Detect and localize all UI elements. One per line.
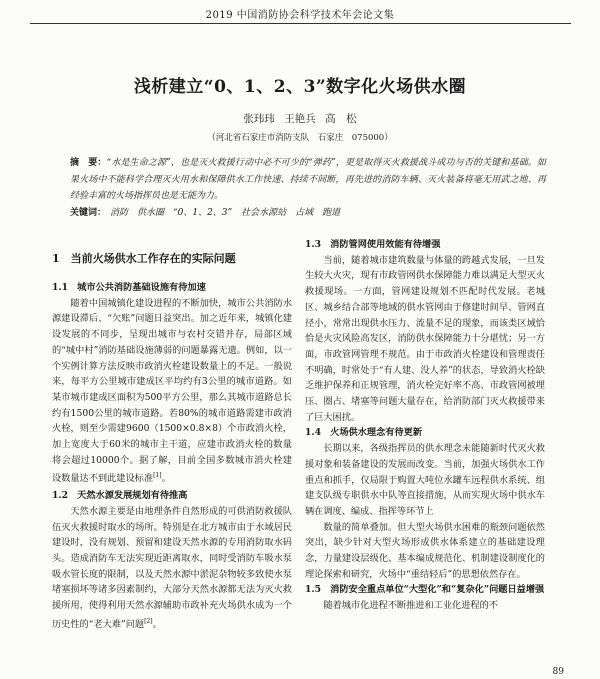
section-1-title: 1 当前火场供水工作存在的实际问题 bbox=[52, 252, 236, 265]
subsection-1-4-body-2: 数量的简单叠加。但大型火场供水困难的瓶颈问题依然突出，缺少针对大型火场形成供水体系建立的基础建设理念，力量建设层级化、基本编成规范化、机制建设制度化的理论探索和研究，火场中“重结轻后”的思想依然存在。 bbox=[305, 521, 545, 580]
s12-text: 天然水源主要是由地理条件自然形成的可供消防救援队伍灭火救援时取水的场所。特别是在北方城市由于水域居民建设时，没有规划、预留和建设天然水源的专用消防取水码头。造成消防车无法实现近距离取水，同时受消防车吸水泵吸水管长度的限制，以及天然水源中淤泥杂物较多致使水泵堵塞损坏等诸多因素制约，大部分天然水源都无法为灭火救援所用，使得利用天然水源辅助市政补充火场供水成为一个历史性的“老大难”问题 bbox=[52, 505, 292, 630]
author: 张玮玮 bbox=[243, 113, 275, 125]
subsection-1-4-title: 1.4 火场供水理念有待更新 bbox=[305, 427, 423, 439]
author: 高 松 bbox=[325, 113, 357, 125]
subsection-1-5-title: 1.5 消防安全重点单位“大型化”和“复杂化”问题日益增强 bbox=[305, 584, 545, 596]
author: 王艳兵 bbox=[284, 113, 316, 125]
subsection-1-5-body: 随着城市化进程不断推进和工业化进程的不 bbox=[323, 600, 498, 612]
right-column bbox=[305, 237, 545, 614]
keywords-label: 关键词： bbox=[70, 208, 107, 218]
subsection-1-2-body bbox=[52, 504, 292, 633]
subsection-1-3-body: 当前，随着城市建筑数量与体量的跨越式发展，一旦发生较大火灾，现有市政管网供水保障能力难以满足大型灭火救援现场。一方面，管网建设规划不匹配时代发展。老城区、城乡结合部等地域的供水管网由于修建时间早、管网直径小，常常出现供水压力、流量不足的现象，而该类区域恰恰是火灾风险高发区，消防供水保障能力十分堪忧；另一方面，市政管网管理不规范。由于市政消火栓建设和管理责任不明确，时常处于“有人建、没人养”的状态，导致消火栓缺乏维护保养和正规管理，消火栓完好率不高、市政管网被埋压、圈占、堵塞等问题大量存在，给消防部门灭火救援带来了巨大困扰。 bbox=[305, 254, 545, 423]
keywords bbox=[70, 206, 546, 220]
paper-title: 浅析建立“0、1、2、3”数字化火场供水圈 bbox=[133, 77, 467, 97]
s11-text: 随着中国城镇化建设进程的不断加快，城市公共消防水源建设滞后、“欠账”问题日益突出。加之近年来，城镇化建设发展的不同步，呈现出城市与农村交错并存，局部区域的“城中村”消防基础设施薄弱的问题暴露无遗。例如，以一个实例计算方法反映市政消火栓建设数量上的不足。一般说来，每平方公里城市建成区平均约有3公里的城市道路。如某市城市建成区面积为500平方公里，那么其城市道路总长约有1500公里的城市道路。若80%的城市道路需建市政消火栓，则至少需建9600（1500×0.8×8）个市政消火栓，加上宽度大于60米的城市主干道，应建市政消火栓的数量将会超过10000个。据了解，目前全国多数城市消火栓建设数量达不到此建设标准 bbox=[52, 297, 292, 485]
s12-end: 。 bbox=[152, 618, 162, 630]
abstract bbox=[70, 155, 546, 205]
citation: [1] bbox=[153, 472, 162, 480]
abstract-label: 摘 要： bbox=[70, 158, 107, 168]
running-header: 2019 中国消防协会科学技术年会论文集 bbox=[205, 10, 395, 21]
s11-end: 。 bbox=[161, 473, 171, 485]
header-rule bbox=[30, 23, 571, 24]
left-column bbox=[52, 280, 292, 633]
affiliation: （河北省石家庄市消防支队 石家庄 075000） bbox=[207, 133, 393, 143]
keywords-text: 消防 供水圈 “0、1、2、3” 社会水源站 占域 跑道 bbox=[110, 208, 341, 218]
subsection-1-4-body-1: 长期以来，各级指挥员的供水理念未能随新时代灭火救援对象和装备建设的发展而改变。当前，加强火场供水工作重点和抓手，仅局限于购置大吨位水罐车远程供水系统、组建支队级专职供水中队等直接措施，从而实现火场中供水车辆在调度、编成、指挥等环节上 bbox=[305, 443, 545, 517]
subsection-1-3-title: 1.3 消防管网使用效能有待增强 bbox=[305, 239, 441, 250]
author-list bbox=[0, 111, 600, 126]
subsection-1-2-title: 1.2 天然水源发展规划有待推高 bbox=[52, 490, 188, 502]
citation: [2] bbox=[144, 617, 153, 625]
abstract-text: “水是生命之源”，也是灭火救援行动中必不可少的“弹药”，更是取得灭火救援战斗成功与否的关键和基础。如果火场中不能科学合理灭火用水和保障供水工作快速、持续不间断，再先进的消防车辆、灭火装备将毫无用武之地、再经验丰富的火场指挥员也是无能为力。 bbox=[70, 158, 546, 201]
subsection-1-1-body bbox=[52, 296, 292, 488]
subsection-1-1-title: 1.1 城市公共消防基础设施有待加速 bbox=[52, 282, 206, 293]
page-number: 89 bbox=[552, 667, 564, 677]
